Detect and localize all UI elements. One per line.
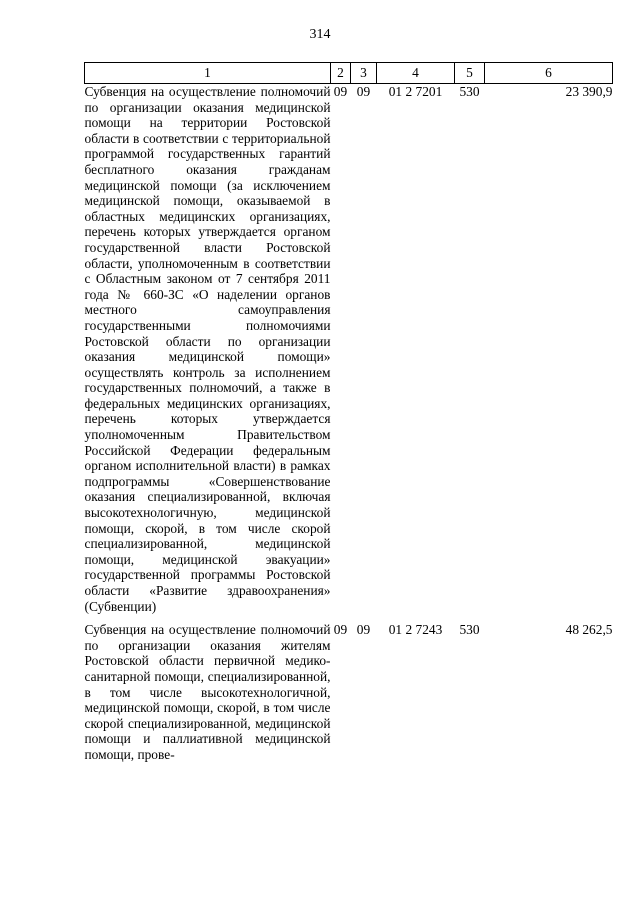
row-expense-type: 530 xyxy=(459,622,480,638)
row-subsection-code: 09 xyxy=(356,622,371,638)
row-amount: 23 390,9 xyxy=(565,84,613,99)
row-description: Субвенция на осуществление полномочий по организации оказания жителям Ростовской области первичной медико-санитарной помощи, специализированной, в том числе высокотехнологичной, медицинской помощи, скорой, в том числе скорой специализированной, медицинской помощи и паллиативной медицинской помощи, прове- xyxy=(84,622,331,762)
header-col-1: 1 xyxy=(85,63,331,84)
header-col-6: 6 xyxy=(485,63,613,84)
row-section-code: 09 xyxy=(333,84,348,99)
row-description: Субвенция на осуществление полномочий по организации оказания медицинской помощи на территории Ростовской области в соответствии с территориальной программой государственных гарантий бесплатного оказания гражданам медицинской помощи (за исключением медицинской помощи, оказываемой в областных медицинских организациях, перечень которых утверждается органом государственной власти Ростовской области, уполномоченным в соответствии с Областным законом от 7 сентября 2011 года № 660-ЗС «О наделении органов местного самоуправления государственными полномочиями Ростовской области по организации оказания медицинской помощи» осуществлять контроль за исполнением государственных полномочий, а также в федеральных медицинских организациях, перечень которых утверждается уполномоченным Правительством Российской Федерации федеральным органом исполнительной власти) в рамках подпрограммы «Совершенствование оказания специализированной, включая высокотехнологичную, медицинской помощи, скорой, в том числе скорой специализированной, медицинской помощи, медицинской эвакуации» государственной программы Ростовской области «Развитие здравоохранения» (Субвенции) xyxy=(84,84,331,614)
row-target-article: 01 2 7201 xyxy=(388,84,443,99)
header-col-3: 3 xyxy=(351,63,377,84)
page-number: 314 xyxy=(309,27,331,42)
row-expense-type: 530 xyxy=(459,84,480,99)
header-col-4: 4 xyxy=(377,63,455,84)
header-col-5: 5 xyxy=(455,63,485,84)
row-target-article: 01 2 7243 xyxy=(388,622,443,638)
row-subsection-code: 09 xyxy=(356,84,371,99)
header-col-2: 2 xyxy=(331,63,351,84)
table-header-row xyxy=(85,63,613,84)
budget-table xyxy=(84,62,613,763)
table-row xyxy=(85,84,613,615)
row-section-code: 09 xyxy=(333,622,348,638)
row-amount: 48 262,5 xyxy=(565,622,613,638)
table-row xyxy=(85,614,613,762)
